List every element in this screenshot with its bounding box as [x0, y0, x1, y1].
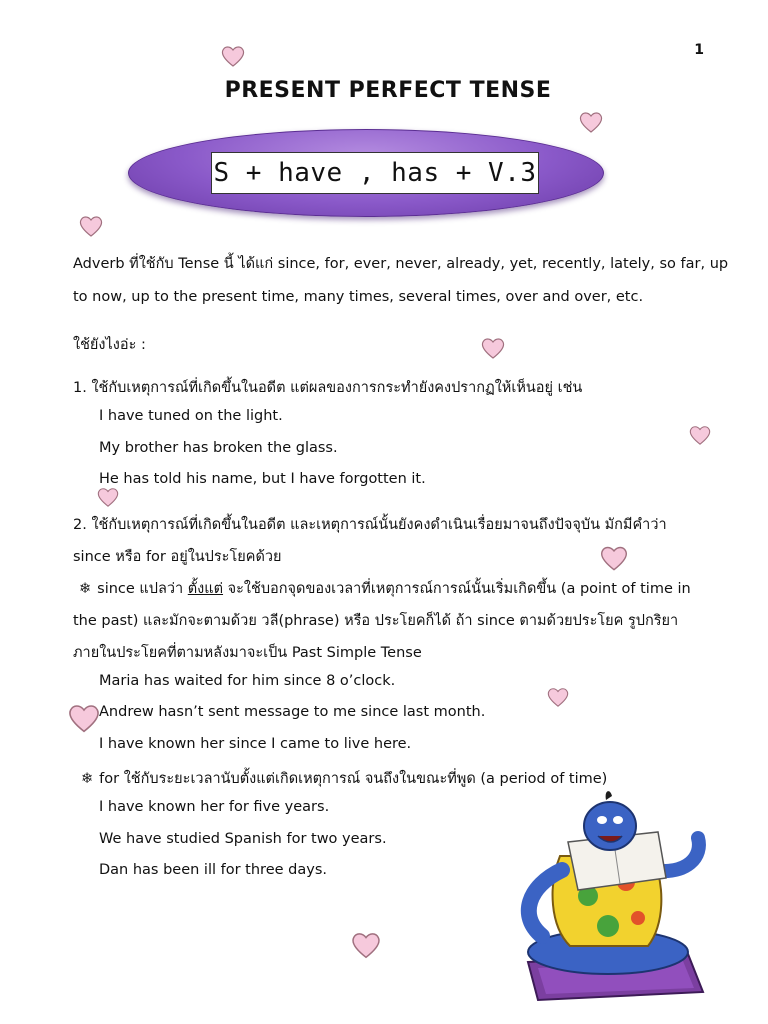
usage-heading: ใช้ยังไงอ่ะ : — [73, 337, 146, 353]
example-line: I have known her since I came to live here. — [99, 736, 412, 752]
heart-icon — [578, 110, 604, 134]
since-meaning: ตั้งแต่ — [187, 581, 224, 597]
example-line: Maria has waited for him since 8 o’clock. — [99, 673, 396, 689]
since-line-3: ภายในประโยคที่ตามหลังมาจะเป็น Past Simple Tense — [73, 645, 422, 661]
example-line: I have known her for five years. — [99, 799, 330, 815]
example-line: We have studied Spanish for two years. — [99, 831, 387, 847]
point-1: 1. ใช้กับเหตุการณ์ที่เกิดขึ้นในอดีต แต่ผลของการกระทำยังคงปรากฏให้เห็นอยู่ เช่น — [73, 380, 583, 396]
since-line-2: the past) และมักจะตามด้วย วลี(phrase) หรือ ประโยคก็ได้ ถ้า since ตามด้วยประโยค รูปกริยา — [73, 613, 679, 629]
heart-icon — [220, 44, 246, 68]
adverb-line-2: to now, up to the present time, many times, several times, over and over, etc. — [73, 289, 644, 305]
snowflake-icon: ❄ — [79, 581, 92, 597]
heart-icon — [480, 336, 506, 360]
example-line: Andrew hasn’t sent message to me since last month. — [99, 704, 486, 720]
heart-icon — [350, 930, 382, 960]
point-2-line-2: since หรือ for อยู่ในประโยคด้วย — [73, 549, 282, 565]
example-line: Dan has been ill for three days. — [99, 862, 327, 878]
example-line: He has told his name, but I have forgotten it. — [99, 471, 426, 487]
heart-icon — [66, 702, 102, 734]
heart-icon — [78, 214, 104, 238]
adverb-line-1: Adverb ที่ใช้กับ Tense นี้ ได้แก่ since, for, ever, never, already, yet, recently, lately, so far, up — [73, 256, 729, 272]
point-2-line-1: 2. ใช้กับเหตุการณ์ที่เกิดขึ้นในอดีต และเหตุการณ์นั้นยังคงดำเนินเรื่อยมาจนถึงปัจจุบัน มักมีคำว่า — [73, 517, 667, 533]
heart-icon — [546, 686, 570, 708]
since-line-1: ❄ since แปลว่า ตั้งแต่ จะใช้บอกจุดของเวลาที่เหตุการณ์การณ์นั้นเริ่มเกิดขึ้น (a point of time in — [79, 581, 691, 597]
page-title: PRESENT PERFECT TENSE — [224, 78, 552, 103]
heart-icon — [96, 486, 120, 508]
formula-box: S + have , has + V.3 — [211, 152, 539, 194]
example-line: My brother has broken the glass. — [99, 440, 338, 456]
heart-icon — [598, 544, 630, 572]
snowflake-icon: ❄ — [81, 771, 94, 787]
genie-illustration — [498, 786, 712, 1002]
heart-icon — [688, 424, 712, 446]
example-line: I have tuned on the light. — [99, 408, 283, 424]
for-line: ❄ for ใช้กับระยะเวลานับตั้งแต่เกิดเหตุการณ์ จนถึงในขณะที่พูด (a period of time) — [81, 771, 608, 787]
page-number: 1 — [694, 42, 704, 58]
